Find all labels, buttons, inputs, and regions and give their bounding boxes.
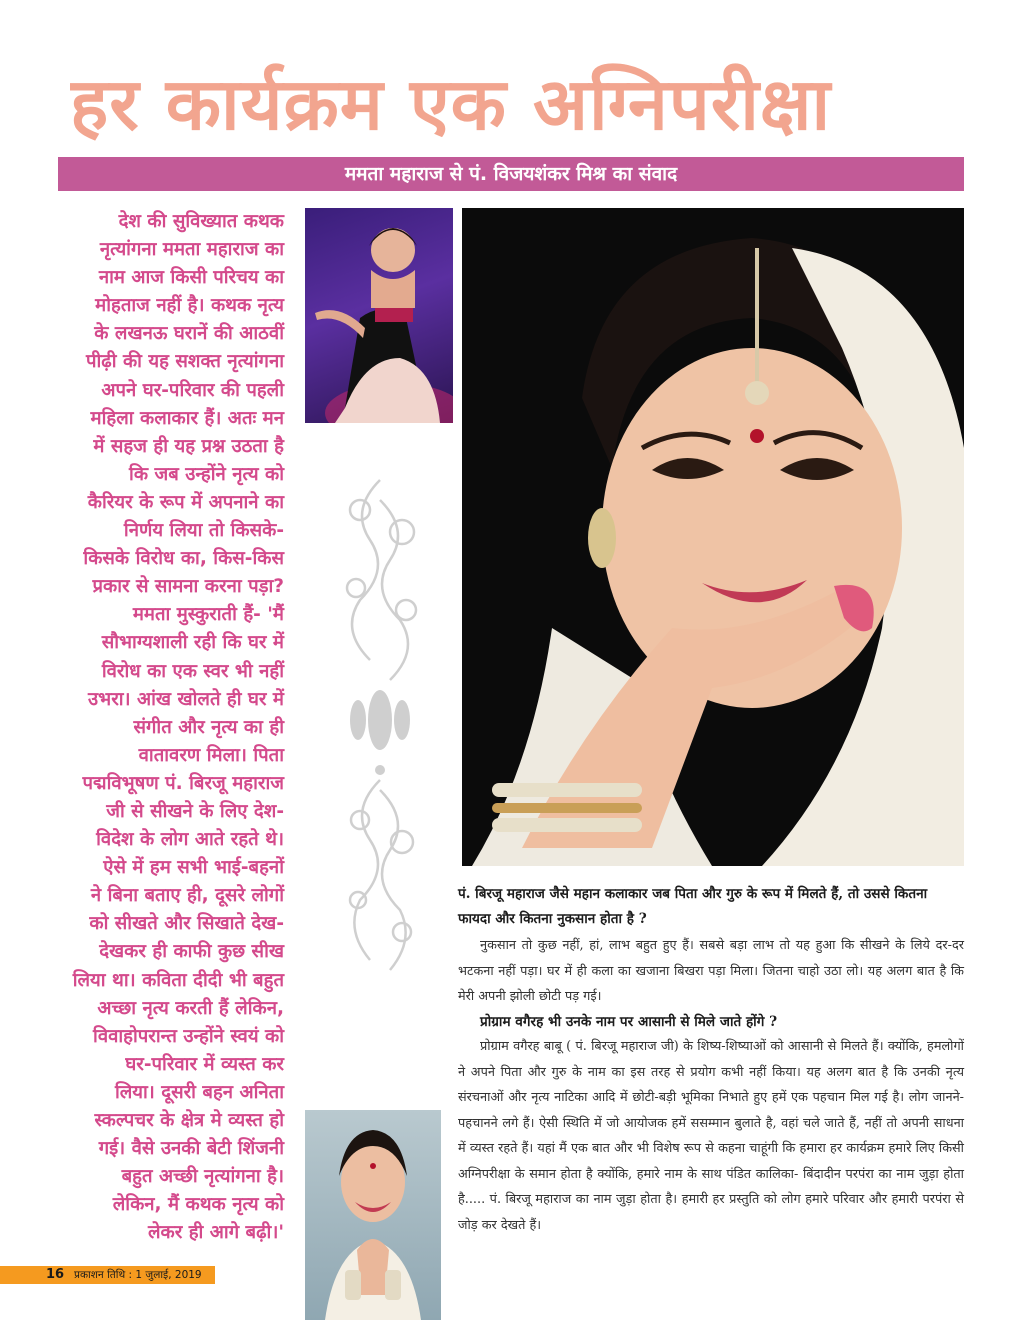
intro-line: लेकिन, मैं कथक नृत्य को xyxy=(112,1194,284,1216)
portrait-photo xyxy=(462,208,964,866)
intro-line: देश की सुविख्यात कथक xyxy=(118,211,284,232)
question-1: पं. बिरजू महाराज जैसे महान कलाकार जब पिता और गुरु के रूप में मिलते हैं, तो उससे कितना फायदा और कितना नुकसान होता है ? xyxy=(458,886,928,927)
intro-line: जी से सीखने के लिए देश- xyxy=(106,800,284,822)
article-title: हर कार्यक्रम एक अग्निपरीक्षा xyxy=(70,62,832,146)
intro-line: बहुत अच्छी नृत्यांगना है। xyxy=(121,1166,284,1188)
intro-line: लेकर ही आगे बढ़ी।' xyxy=(147,1222,284,1244)
page-number: 16 xyxy=(46,1267,65,1282)
intro-line: पद्मविभूषण पं. बिरजू महाराज xyxy=(82,772,284,794)
intro-line: कैरियर के रूप में अपनाने का xyxy=(87,491,284,513)
intro-line: विरोध का एक स्वर भी नहीं xyxy=(101,660,284,682)
publication-date: प्रकाशन तिथि : 1 जुलाई, 2019 xyxy=(74,1269,202,1281)
intro-line: नाम आज किसी परिचय का xyxy=(98,267,284,289)
intro-line: लिया। दूसरी बहन अनिता xyxy=(114,1081,284,1103)
intro-line: विदेश के लोग आते रहते थे। xyxy=(96,829,284,851)
intro-line: अच्छा नृत्य करती हैं लेकिन, xyxy=(97,997,284,1019)
intro-line: वातावरण मिला। पिता xyxy=(138,744,284,766)
intro-line: स्कल्पचर के क्षेत्र मे व्यस्त हो xyxy=(94,1110,284,1131)
intro-line: पीढ़ी की यह सशक्त नृत्यांगना xyxy=(86,351,284,373)
answer-2: प्रोग्राम वगैरह बाबू ( पं. बिरजू महाराज जी) के शिष्य-शिष्याओं को आसानी से मिलते हैं। क्योंकि, हमलोगों ने अपने पिता और गुरु के नाम का इस तरह से प्रयोग कभी नहीं किया। यह अलग बात है कि उनकी नृत्य संरचनाओं और नृत्य नाटिका आदि में छोटी-बड़ी भूमिका निभाते हुए हमें एक पहचान मिल गई है। लोग जानने-पहचानने लगे हैं। ऐसी स्थिति में जो आयोजक हमें ससम्मान बुलाते है, वहां चले जाते हैं, नहीं तो अपनी साधना में व्यस्त रहते हैं। यहां मैं एक बात और भी विशेष रूप से कहना चाहूंगी कि हमारा हर कार्यक्रम हमारे लिए किसी अग्निपरीक्षा के समान होता है क्योंकि, हमारे नाम के साथ पंडित कालिका- बिंदादीन परपंरा का नाम जुड़ा होता है..... पं. बिरजू महाराज का नाम जुड़ा होता है। हमारी हर प्रस्तुति को लोग हमारे परिवार और हमारी परपंरा से जोड़ कर देखते हैं। xyxy=(458,1039,964,1233)
intro-line: प्रकार से सामना करना पड़ा? xyxy=(92,576,284,598)
intro-line: ने बिना बताए ही, दूसरे लोगों xyxy=(90,885,284,907)
question-2: प्रोग्राम वगैरह भी उनके नाम पर आसानी से मिले जाते होंगे ? xyxy=(480,1014,778,1030)
intro-line: निर्णय लिया तो किसके- xyxy=(123,520,284,542)
intro-line: में सहज ही यह प्रश्न उठता है xyxy=(93,435,284,457)
dancer-performance-illustration xyxy=(305,208,453,423)
intro-line: संगीत और नृत्य का ही xyxy=(133,716,284,738)
intro-line: के लखनऊ घरानें की आठवीं xyxy=(94,323,284,345)
dancer-performance-photo xyxy=(305,208,453,423)
dancer-namaste-photo xyxy=(305,1110,441,1320)
intro-line: ममता मुस्कुराती हैं- 'मैं xyxy=(132,604,284,626)
intro-line: को सीखते और सिखाते देख- xyxy=(89,913,284,935)
dancer-namaste-illustration xyxy=(305,1110,441,1320)
intro-line: घर-परिवार में व्यस्त कर xyxy=(125,1053,284,1075)
answer-1: नुकसान तो कुछ नहीं, हां, लाभ बहुत हुए हैं। सबसे बड़ा लाभ तो यह हुआ कि सीखने के लिये दर-दर भटकना नहीं पड़ा। घर में ही कला का खजाना बिखरा पड़ा मिला। जितना चाहो उठा लो। यह अलग बात है कि मेरी अपनी झोली छोटी पड़ गई। xyxy=(458,938,964,1004)
intro-line: गई। वैसे उनकी बेटी शिंजनी xyxy=(98,1138,284,1160)
intro-line: किसके विरोध का, किस-किस xyxy=(83,548,284,570)
floral-ornament-icon xyxy=(330,470,430,990)
intro-line: नृत्यांगना ममता महाराज का xyxy=(99,239,284,261)
intro-line: अपने घर-परिवार की पहली xyxy=(101,379,284,401)
intro-line: विवाहोपरान्त उन्होंने स्वयं को xyxy=(93,1025,284,1047)
intro-line: ऐसे में हम सभी भाई-बहनों xyxy=(103,857,284,879)
intro-line: मोहताज नहीं है। कथक नृत्य xyxy=(95,295,284,317)
intro-line: उभरा। आंख खोलते ही घर में xyxy=(88,688,284,710)
intro-line: महिला कलाकार हैं। अतः मन xyxy=(90,407,284,429)
intro-line: सौभाग्यशाली रही कि घर में xyxy=(101,632,284,654)
intro-column xyxy=(58,208,284,1247)
intro-line: कि जब उन्होंने नृत्य को xyxy=(129,463,284,485)
intro-line: देखकर ही काफी कुछ सीख xyxy=(99,941,284,963)
article-subtitle: ममता महाराज से पं. विजयशंकर मिश्र का संवाद xyxy=(344,163,678,185)
portrait-illustration xyxy=(462,208,964,866)
subtitle-band xyxy=(58,157,964,191)
intro-line: लिया था। कविता दीदी भी बहुत xyxy=(72,969,284,991)
